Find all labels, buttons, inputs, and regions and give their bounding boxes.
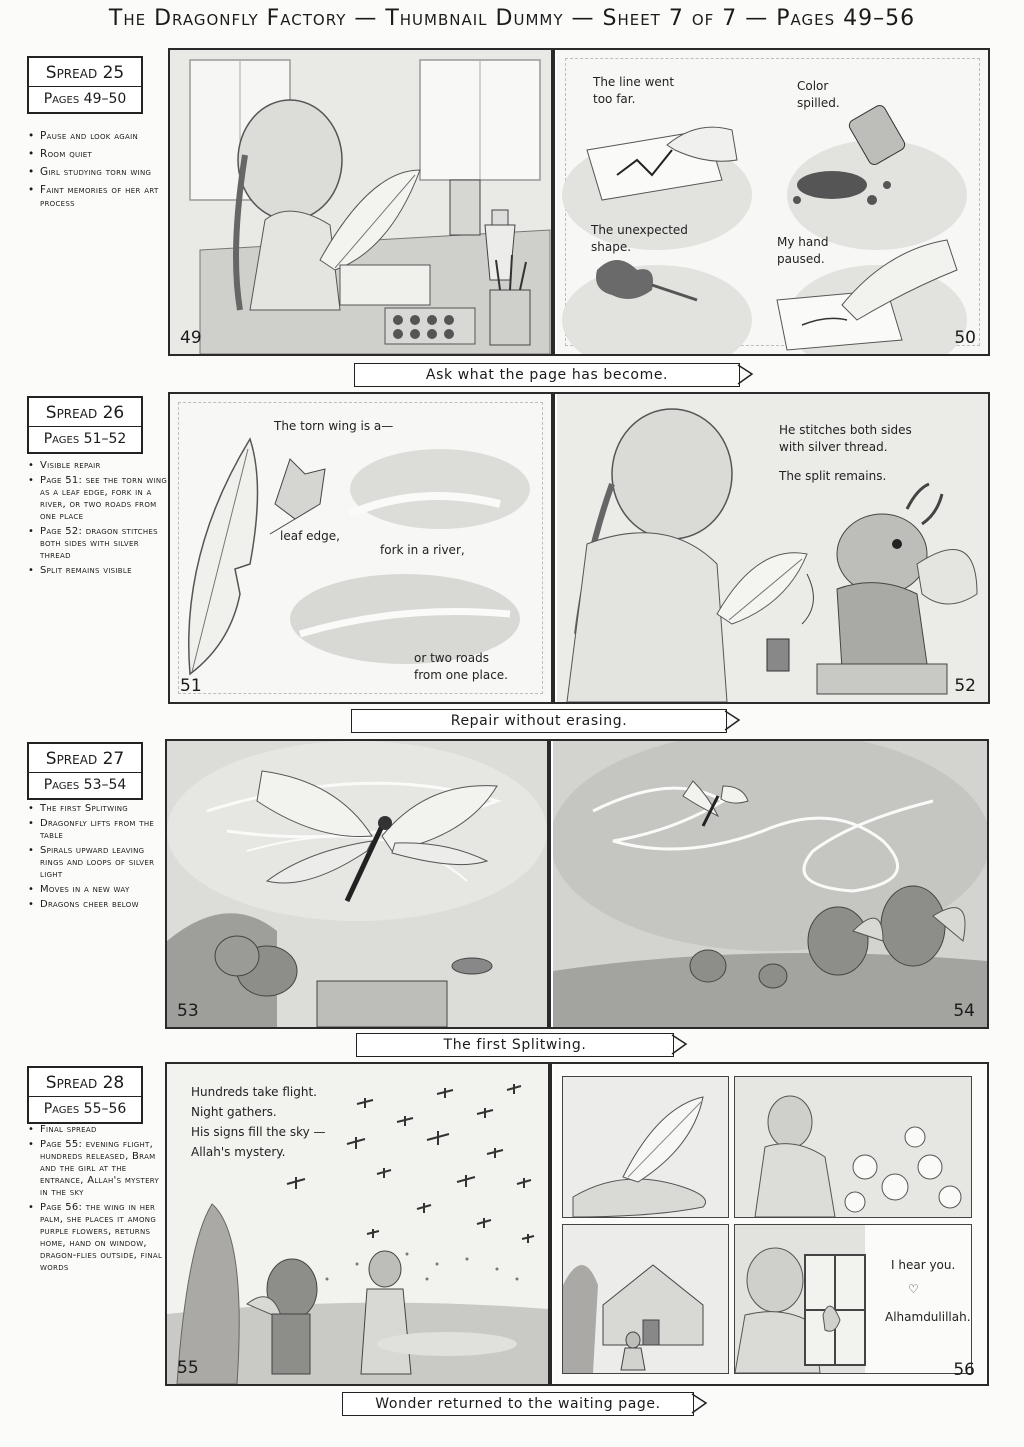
note: • Faint memories of her art process <box>40 184 170 210</box>
spread-26-notes <box>27 460 170 580</box>
sheet-title: The Dragonfly Factory — Thumbnail Dummy — Sheet 7 of 7 — Pages 49–56 <box>108 6 916 31</box>
caption-text: Ask what the page has become. <box>425 367 669 383</box>
panel-returning-home <box>562 1224 729 1374</box>
spread-25-notes <box>27 130 170 215</box>
spread-28-notes <box>27 1124 170 1277</box>
spread-pages: Pages 53–54 <box>43 777 127 793</box>
vignette-caption: My hand paused. <box>777 235 829 266</box>
page-50 <box>557 50 988 354</box>
girl-placing-wing-among-flowers-illustration <box>735 1077 971 1217</box>
note: • Page 55: evening flight, hundreds released, Bram and the girl at the entrance, Allah's mystery in the sky <box>40 1139 170 1199</box>
note: • Split remains visible <box>40 565 170 577</box>
page-text: Allah's mystery. <box>191 1145 286 1159</box>
spread-28-caption <box>342 1392 694 1416</box>
spread-25-caption <box>354 363 740 387</box>
arrow-icon <box>725 711 739 730</box>
spread-label: Spread 26 <box>29 398 141 427</box>
final-words: Alhamdulillah. <box>885 1310 971 1324</box>
panel-flowers <box>734 1076 972 1218</box>
caption-text: Wonder returned to the waiting page. <box>375 1396 661 1412</box>
spread-27-caption <box>356 1033 674 1057</box>
page-number: 51 <box>180 676 202 696</box>
vignette-caption: The line went too far. <box>593 75 675 106</box>
splitwing-takeoff-illustration <box>167 741 547 1027</box>
page-number: 49 <box>180 328 202 348</box>
page-number: 55 <box>177 1358 199 1378</box>
arrow-icon <box>738 365 752 384</box>
note: • Page 52: dragon stitches both sides with silver thread <box>40 526 170 562</box>
girl-studying-wing-illustration <box>170 50 551 354</box>
page-number: 54 <box>953 1001 975 1021</box>
spread-28-label-box <box>27 1066 143 1124</box>
vignette-caption: Color spilled. <box>797 79 840 110</box>
spread-26-caption <box>351 709 727 733</box>
spread-25-book <box>168 48 990 356</box>
arrow-icon <box>672 1035 686 1054</box>
note: • Visible repair <box>40 460 170 472</box>
spread-25-label-box <box>27 56 143 114</box>
page-52 <box>557 394 988 702</box>
spread-pages: Pages 51–52 <box>43 431 127 447</box>
page-54 <box>553 741 987 1027</box>
page-53 <box>167 741 547 1027</box>
page-number: 53 <box>177 1001 199 1021</box>
page-number: 50 <box>954 328 976 348</box>
caption-text: Repair without erasing. <box>450 713 628 729</box>
page-number: 56 <box>953 1360 975 1380</box>
spread-label: Spread 28 <box>29 1068 141 1097</box>
page-55 <box>167 1064 548 1384</box>
spread-label: Spread 25 <box>29 58 141 87</box>
spread-27-book <box>165 739 989 1029</box>
book-gutter <box>551 50 555 354</box>
final-words: I hear you. <box>891 1258 956 1272</box>
spread-26-label-box <box>27 396 143 454</box>
spread-27-label-box <box>27 742 143 800</box>
silver-loops-dragons-cheering-illustration <box>553 741 987 1027</box>
note: • Girl studying torn wing <box>40 166 170 179</box>
spread-pages: Pages 49–50 <box>43 91 127 107</box>
spread-pages: Pages 55–56 <box>43 1101 127 1117</box>
girl-returning-home-illustration <box>563 1225 728 1373</box>
book-gutter <box>551 394 555 702</box>
page-51 <box>170 394 551 702</box>
page-text: or two roads from one place. <box>414 651 508 682</box>
book-gutter <box>548 1064 552 1384</box>
panel-wing-in-palm <box>562 1076 729 1218</box>
arrow-icon <box>692 1394 706 1413</box>
note: • Page 56: the wing in her palm, she places it among purple flowers, returns home, hand on window, dragon-flies outside, final words <box>40 1202 170 1274</box>
page-text: His signs fill the sky — <box>191 1125 326 1139</box>
spread-26-book <box>168 392 990 704</box>
page-text: Hundreds take flight. <box>191 1085 317 1099</box>
note: • The first Splitwing <box>40 803 170 815</box>
page-text: fork in a river, <box>380 543 465 557</box>
vignette-caption: The unexpected shape. <box>591 223 688 254</box>
book-gutter <box>547 741 551 1027</box>
page-text: leaf edge, <box>280 529 340 543</box>
page-56 <box>554 1064 987 1384</box>
page-49 <box>170 50 551 354</box>
wing-in-palm-illustration <box>563 1077 728 1217</box>
note: • Final spread <box>40 1124 170 1136</box>
spread-label: Spread 27 <box>29 744 141 773</box>
panel-window <box>734 1224 972 1374</box>
page-text: He stitches both sides with silver thread. <box>779 423 912 454</box>
note: • Spirals upward leaving rings and loops of silver light <box>40 845 170 881</box>
page-text: The split remains. <box>779 469 887 483</box>
note: • Dragonfly lifts from the table <box>40 818 170 842</box>
page-number: 52 <box>954 676 976 696</box>
caption-text: The first Splitwing. <box>443 1037 587 1053</box>
note: • Page 51: see the torn wing as a leaf edge, fork in a river, or two roads from one place <box>40 475 170 523</box>
note: • Pause and look again <box>40 130 170 143</box>
page-text: The torn wing is a— <box>274 419 394 433</box>
page-text: Night gathers. <box>191 1105 277 1119</box>
hand-on-window-illustration <box>735 1225 971 1373</box>
heart-icon: ♡ <box>908 1282 919 1296</box>
note: • Moves in a new way <box>40 884 170 896</box>
note: • Dragons cheer below <box>40 899 170 911</box>
spread-27-notes <box>27 803 170 914</box>
note: • Room quiet <box>40 148 170 161</box>
spread-28-book <box>165 1062 989 1386</box>
